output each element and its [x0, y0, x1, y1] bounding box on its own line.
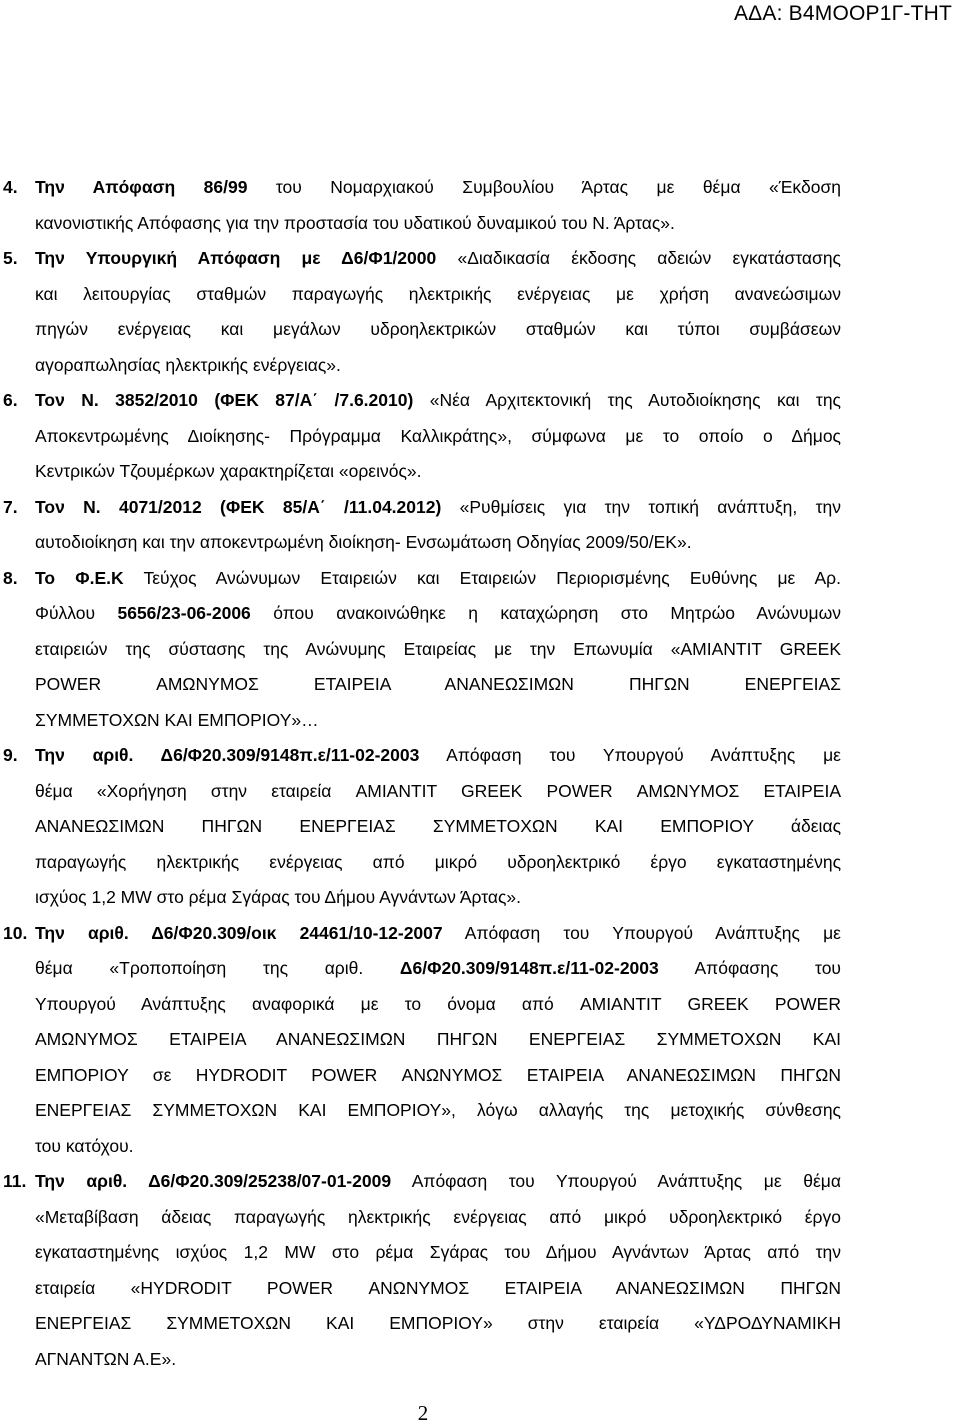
bold-text: Την αριθ. Δ6/Φ20.309/οικ 24461/10-12-2007	[35, 922, 443, 943]
text-segment: «Ρυθμίσεις για την τοπική ανάπτυξη, την	[441, 496, 841, 517]
text-segment: Τεύχος Ανώνυμων Εταιρειών και Εταιρειών Περιορισμένης Ευθύνης με Αρ.	[123, 567, 841, 588]
text-segment: Απόφαση του Υπουργού Ανάπτυξης με	[419, 745, 841, 765]
text-line	[35, 880, 841, 916]
bold-text: Το Φ.Ε.Κ	[35, 567, 124, 588]
text-segment: «Διαδικασία έκδοσης αδειών εγκατάστασης	[436, 248, 841, 268]
text-line	[35, 490, 841, 526]
text-segment: και λειτουργίας σταθμών παραγωγής ηλεκτρικής ενέργειας με χρήση ανανεώσιμων	[35, 283, 841, 304]
text-segment: Αποκεντρωμένης Διοίκησης- Πρόγραμμα Καλλικράτης», σύμφωνα με το οποίο ο Δήμος	[35, 425, 841, 446]
bold-text: Την Υπουργική Απόφαση με Δ6/Φ1/2000	[35, 248, 437, 268]
list-item	[0, 561, 841, 739]
bold-text: Την αριθ. Δ6/Φ20.309/25238/07-01-2009	[35, 1171, 392, 1191]
text-line	[35, 525, 841, 561]
text-line	[35, 1342, 841, 1378]
text-segment: ΕΝΕΡΓΕΙΑΣ ΣΥΜΜΕΤΟΧΩΝ ΚΑΙ ΕΜΠΟΡΙΟΥ» στην εταιρεία «ΥΔΡΟΔΥΝΑΜΙΚΗ	[35, 1313, 841, 1333]
list-item	[0, 916, 841, 1165]
bold-text: Δ6/Φ20.309/9148π.ε/11-02-2003	[399, 958, 659, 978]
text-segment: αγοραπωλησίας ηλεκτρικής ενέργειας».	[35, 354, 341, 375]
list-item	[0, 738, 841, 916]
text-segment: ΑΓΝΑΝΤΩΝ Α.Ε».	[35, 1348, 177, 1369]
list-item	[0, 241, 841, 383]
text-line	[35, 206, 841, 242]
text-segment: παραγωγής ηλεκτρικής ενέργειας από μικρό υδροηλεκτρικό έργο εγκαταστημένης	[35, 851, 841, 872]
text-segment: του Νομαρχιακού Συμβουλίου Άρτας με θέμα «Έκδοση	[247, 177, 841, 197]
text-line	[35, 312, 841, 348]
text-segment: Υπουργού Ανάπτυξης αναφορικά με το όνομα από AMIANTIT GREEK POWER	[35, 993, 841, 1014]
bold-text: 5656/23-06-2006	[117, 603, 251, 623]
text-segment: εταιρεία «HYDRODIT POWER ΑΝΩΝΥΜΟΣ ΕΤΑΙΡΕΙΑ ΑΝΑΝΕΩΣΙΜΩΝ ΠΗΓΩΝ	[35, 1277, 841, 1298]
item-number: 7.	[3, 496, 18, 517]
text-line	[35, 1200, 841, 1236]
text-line	[35, 703, 841, 739]
item-number: 6.	[3, 390, 18, 410]
text-line	[35, 809, 841, 845]
text-segment: «Νέα Αρχιτεκτονική της Αυτοδιοίκησης και της	[413, 390, 841, 410]
document-code: ΑΔΑ: Β4ΜΟΟΡ1Γ-ΤΗΤ	[733, 2, 952, 25]
text-line	[35, 951, 841, 987]
text-line	[35, 277, 841, 313]
text-line	[35, 1058, 841, 1094]
text-segment: θέμα «Χορήγηση στην εταιρεία AMIANTIT GREEK POWER ΑΜΩΝΥΜΟΣ ΕΤΑΙΡΕΙΑ	[35, 780, 841, 801]
document-body	[0, 170, 960, 1377]
bold-text: Τον Ν. 3852/2010 (ΦΕΚ 87/Α΄ /7.6.2010)	[35, 390, 414, 410]
list-item	[0, 170, 841, 241]
text-segment: Απόφαση του Υπουργού Ανάπτυξης με θέμα	[391, 1171, 841, 1191]
text-segment: κανονιστικής Απόφασης για την προστασία του υδατικού δυναμικού του Ν. Άρτας».	[35, 212, 675, 233]
text-segment: αυτοδιοίκηση και την αποκεντρωμένη διοίκηση- Ενσωμάτωση Οδηγίας 2009/50/ΕΚ».	[35, 532, 692, 552]
text-line	[35, 774, 841, 810]
text-line	[35, 1093, 841, 1129]
text-line	[35, 845, 841, 881]
text-line	[35, 1235, 841, 1271]
text-line	[35, 454, 841, 490]
text-segment: «Μεταβίβαση άδειας παραγωγής ηλεκτρικής ενέργειας από μικρό υδροηλεκτρικό έργο	[35, 1206, 841, 1227]
text-segment: ισχύος 1,2 MW στο ρέμα Σγάρας του Δήμου Αγνάντων Άρτας».	[35, 887, 522, 907]
text-line	[35, 738, 841, 774]
item-number: 5.	[3, 248, 18, 268]
text-segment: εγκαταστημένης ισχύος 1,2 MW στο ρέμα Σγάρας του Δήμου Αγνάντων Άρτας από την	[35, 1242, 841, 1262]
text-line	[35, 419, 841, 455]
text-segment: πηγών ενέργειας και μεγάλων υδροηλεκτρικών σταθμών και τύποι συμβάσεων	[35, 319, 841, 339]
page-number: 2	[417, 1401, 429, 1425]
text-segment: όπου ανακοινώθηκε η καταχώρηση στο Μητρώο Ανώνυμων	[250, 603, 841, 623]
text-line	[35, 561, 841, 597]
bold-text: Την αριθ. Δ6/Φ20.309/9148π.ε/11-02-2003	[35, 745, 420, 765]
text-segment: Απόφαση του Υπουργού Ανάπτυξης με	[442, 922, 841, 943]
text-segment: ΣΥΜΜΕΤΟΧΩΝ ΚΑΙ ΕΜΠΟΡΙΟΥ»…	[35, 709, 319, 730]
list-item	[0, 383, 841, 490]
text-line	[35, 1271, 841, 1307]
text-segment: του κατόχου.	[35, 1135, 134, 1156]
item-number: 11.	[3, 1171, 27, 1191]
text-line	[35, 170, 841, 206]
text-line	[35, 1306, 841, 1342]
text-line	[35, 1022, 841, 1058]
bold-text: Τον Ν. 4071/2012 (ΦΕΚ 85/Α΄ /11.04.2012)	[35, 496, 442, 517]
item-number: 8.	[3, 567, 18, 588]
text-segment: Απόφασης του	[658, 958, 842, 978]
text-line	[35, 916, 841, 952]
text-line	[35, 241, 841, 277]
text-segment: ΕΝΕΡΓΕΙΑΣ ΣΥΜΜΕΤΟΧΩΝ ΚΑΙ ΕΜΠΟΡΙΟΥ», λόγω αλλαγής της μετοχικής σύνθεσης	[35, 1100, 841, 1120]
text-line	[35, 596, 841, 632]
item-number: 9.	[3, 745, 18, 765]
text-line	[35, 348, 841, 384]
text-line	[35, 1129, 841, 1165]
bold-text: Την Απόφαση 86/99	[35, 177, 248, 197]
text-segment: ΕΜΠΟΡΙΟΥ σε HYDRODIT POWER ΑΝΩΝΥΜΟΣ ΕΤΑΙΡΕΙΑ ΑΝΑΝΕΩΣΙΜΩΝ ΠΗΓΩΝ	[35, 1064, 841, 1085]
text-segment: θέμα «Τροποποίηση της αριθ.	[35, 958, 400, 978]
list-item	[0, 1164, 841, 1377]
text-line	[35, 383, 841, 419]
text-line	[35, 667, 841, 703]
item-number: 10.	[3, 922, 28, 943]
list-item	[0, 490, 841, 561]
text-segment: ΑΝΑΝΕΩΣΙΜΩΝ ΠΗΓΩΝ ΕΝΕΡΓΕΙΑΣ ΣΥΜΜΕΤΟΧΩΝ ΚΑΙ ΕΜΠΟΡΙΟΥ άδειας	[35, 816, 841, 836]
text-line	[35, 1164, 841, 1200]
text-segment: Φύλλου	[35, 603, 118, 623]
text-line	[35, 632, 841, 668]
text-segment: POWER ΑΜΩΝΥΜΟΣ ΕΤΑΙΡΕΙΑ ΑΝΑΝΕΩΣΙΜΩΝ ΠΗΓΩΝ ΕΝΕΡΓΕΙΑΣ	[35, 674, 841, 694]
text-line	[35, 987, 841, 1023]
text-segment: Κεντρικών Τζουμέρκων χαρακτηρίζεται «ορεινός».	[35, 461, 422, 481]
text-segment: ΑΜΩΝΥΜΟΣ ΕΤΑΙΡΕΙΑ ΑΝΑΝΕΩΣΙΜΩΝ ΠΗΓΩΝ ΕΝΕΡΓΕΙΑΣ ΣΥΜΜΕΤΟΧΩΝ ΚΑΙ	[35, 1029, 841, 1049]
text-segment: εταιρειών της σύστασης της Ανώνυμης Εταιρείας με την Επωνυμία «AMIANTIT GREEK	[35, 638, 841, 659]
item-number: 4.	[3, 177, 18, 197]
